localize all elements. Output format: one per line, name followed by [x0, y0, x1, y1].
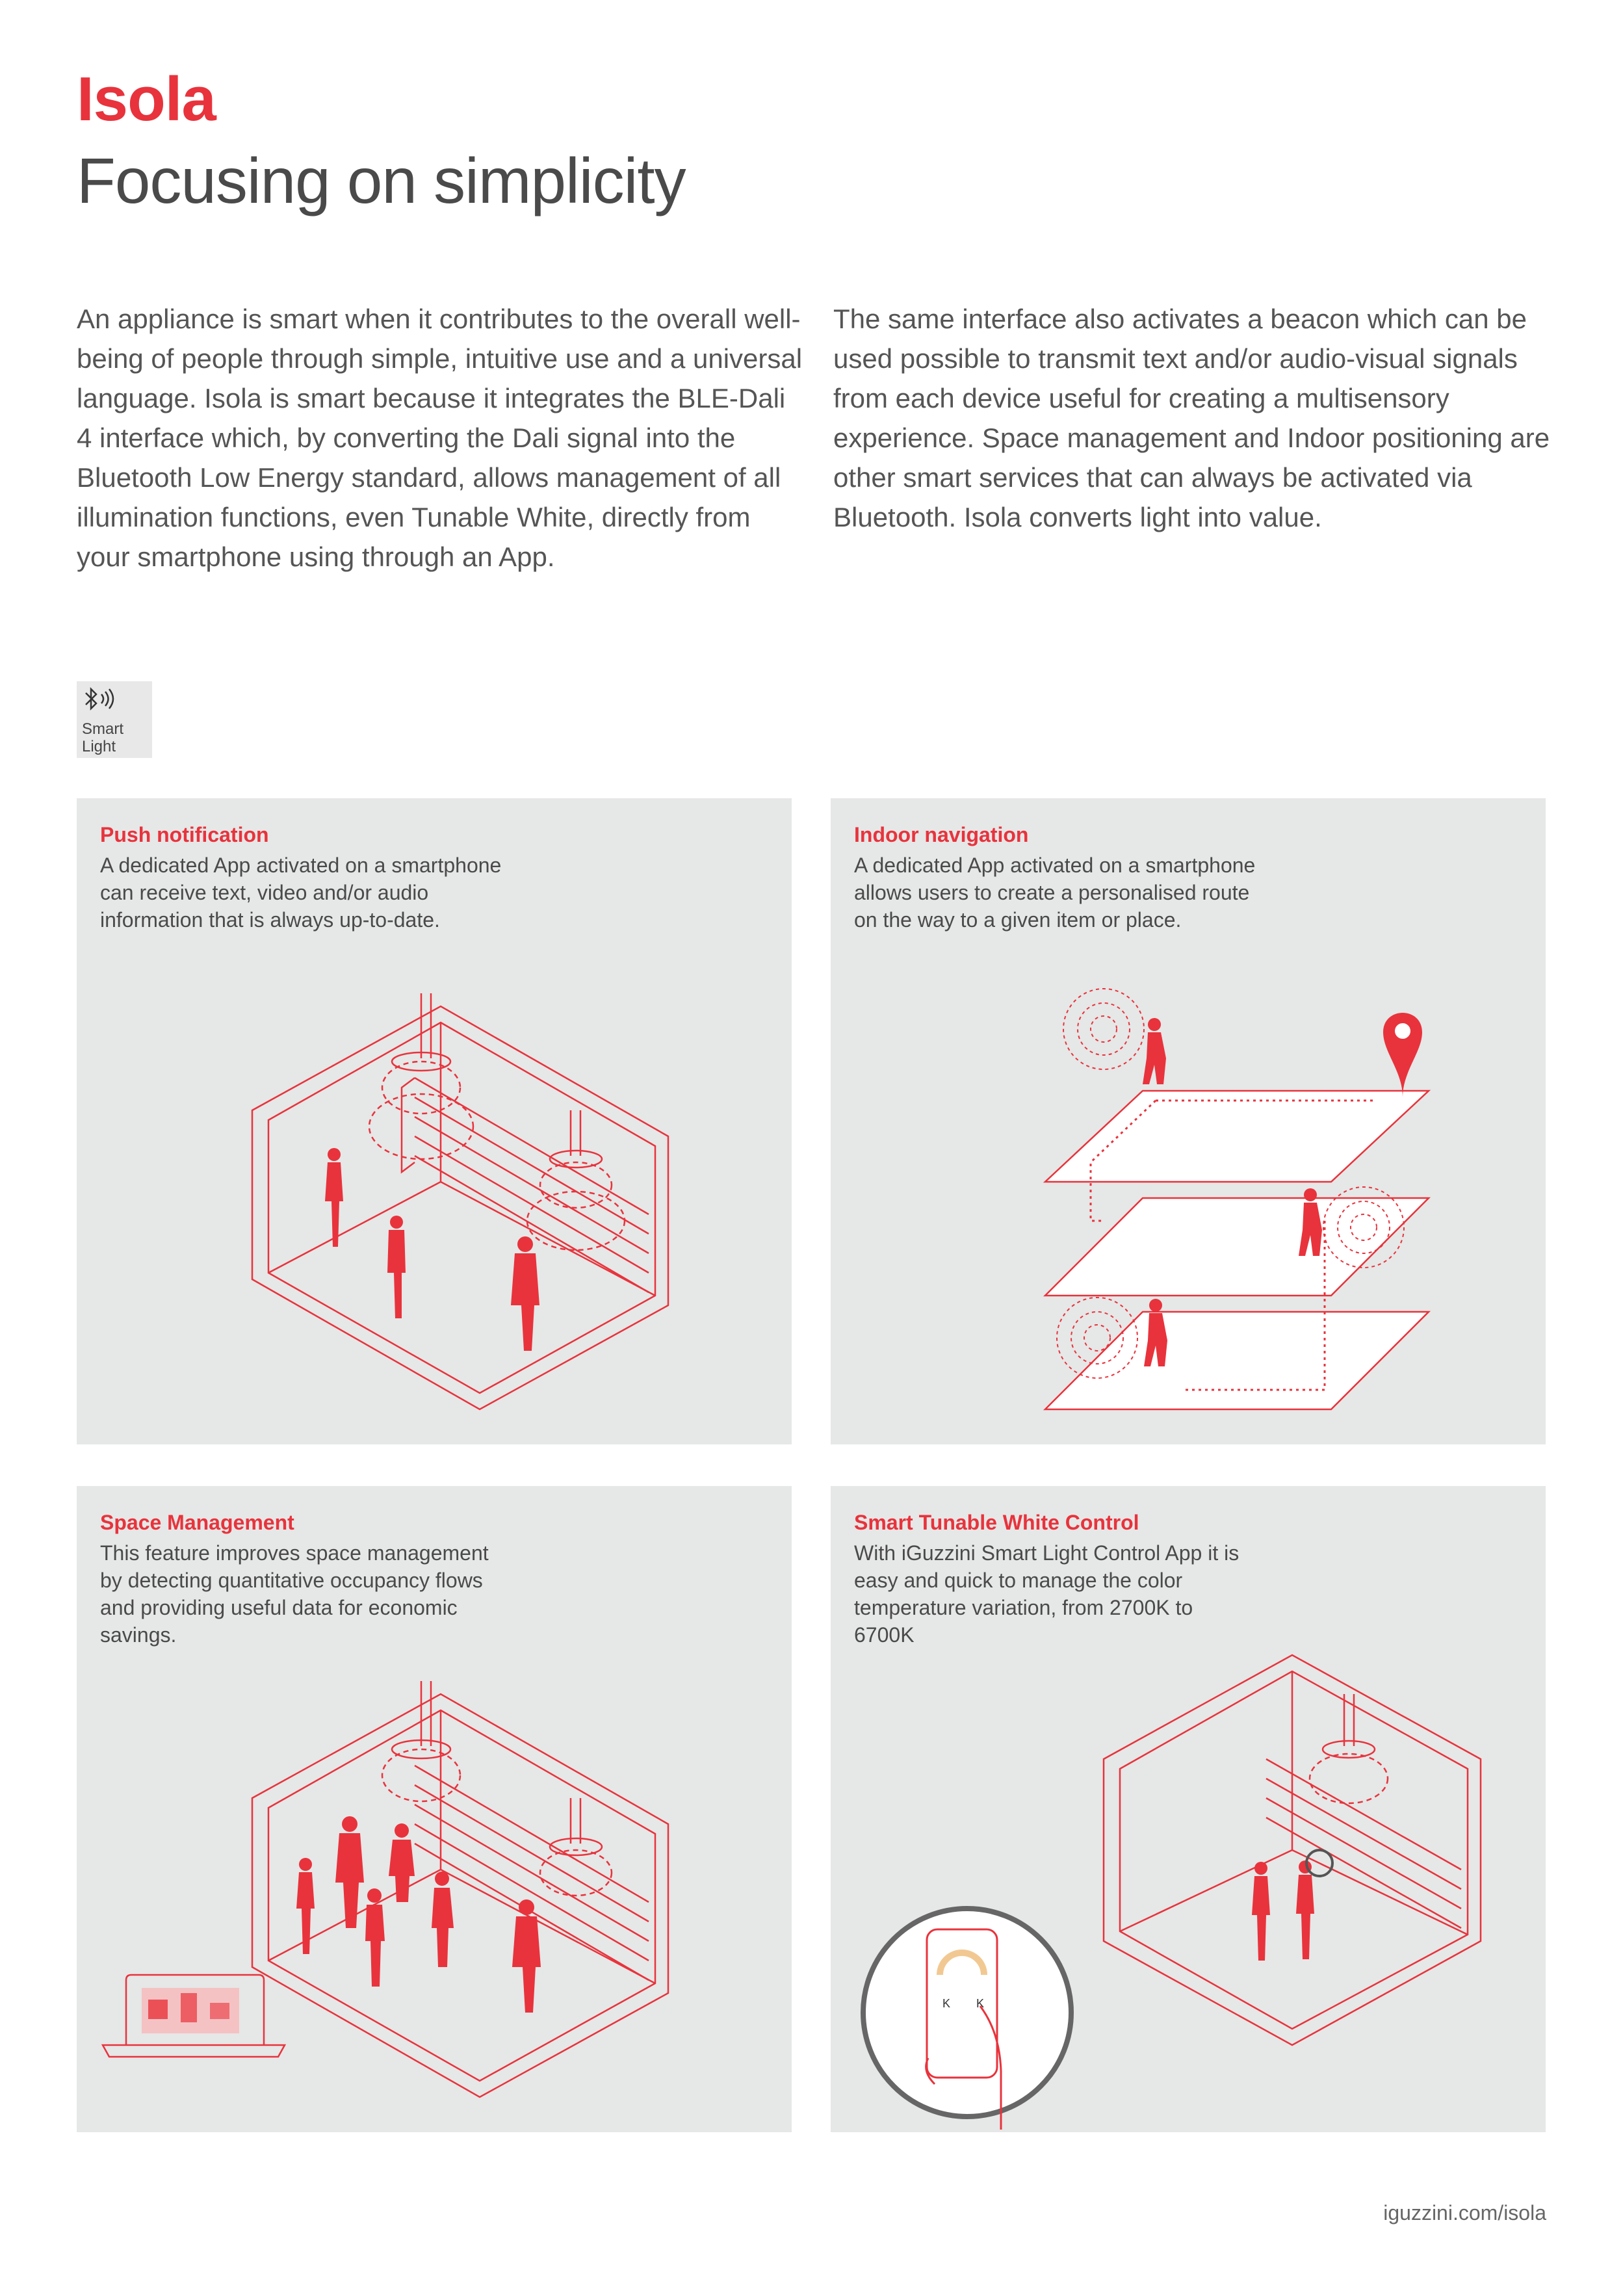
panel-description: A dedicated App activated on a smartphone allows users to create a personalised route on the way to a given item or place. [854, 854, 1256, 932]
badge-label [82, 720, 123, 755]
panel-title: Space Management [100, 1511, 294, 1534]
panel-description: With iGuzzini Smart Light Control App it is easy and quick to manage the color temperature variation, from 2700K to 6700K [854, 1541, 1240, 1647]
page-subtitle: Focusing on simplicity [77, 145, 686, 216]
panel-smart-tunable-white-control [831, 1486, 1546, 2132]
intro-right-paragraph: The same interface also activates a beacon which can be used possible to transmit text and/or audio-visual signals from each device useful for creating a multisensory experience. Space management and Indoor positioning are other smart services that can always be activated via Bluetooth. Isola converts light into value. [833, 304, 1550, 532]
panel-description: A dedicated App activated on a smartphone can receive text, video and/or audio information that is always up-to-date. [100, 854, 502, 932]
phone-k-right: K [976, 1997, 985, 2010]
badge-label-line1: Smart [82, 720, 124, 738]
panel-title: Smart Tunable White Control [854, 1511, 1139, 1534]
panel-description: This feature improves space management by detecting quantitative occupancy flows and providing useful data for economic savings. [100, 1541, 489, 1647]
panel-space-management [77, 1486, 792, 2132]
phone-k-left: K [942, 1997, 951, 2010]
bluetooth-signal-icon [82, 686, 121, 715]
panel-title: Push notification [100, 823, 269, 846]
badge-label-line2: Light [82, 738, 116, 755]
panel-push-notification [77, 798, 792, 1444]
page-title: Isola [77, 64, 216, 134]
smart-light-badge [77, 681, 152, 758]
panel-indoor-navigation [831, 798, 1546, 1444]
intro-left-paragraph: An appliance is smart when it contributes to the overall well-being of people through simple, intuitive use and a universal language. Isola is smart because it integrates the BLE-Dali 4 interface which, by converting the Dali signal into the Bluetooth Low Energy standard, allows management of all illumination functions, even Tunable White, directly from your smartphone using through an App. [77, 304, 803, 572]
panel-title: Indoor navigation [854, 823, 1029, 846]
footer-url[interactable]: iguzzini.com/isola [1383, 2201, 1546, 2224]
